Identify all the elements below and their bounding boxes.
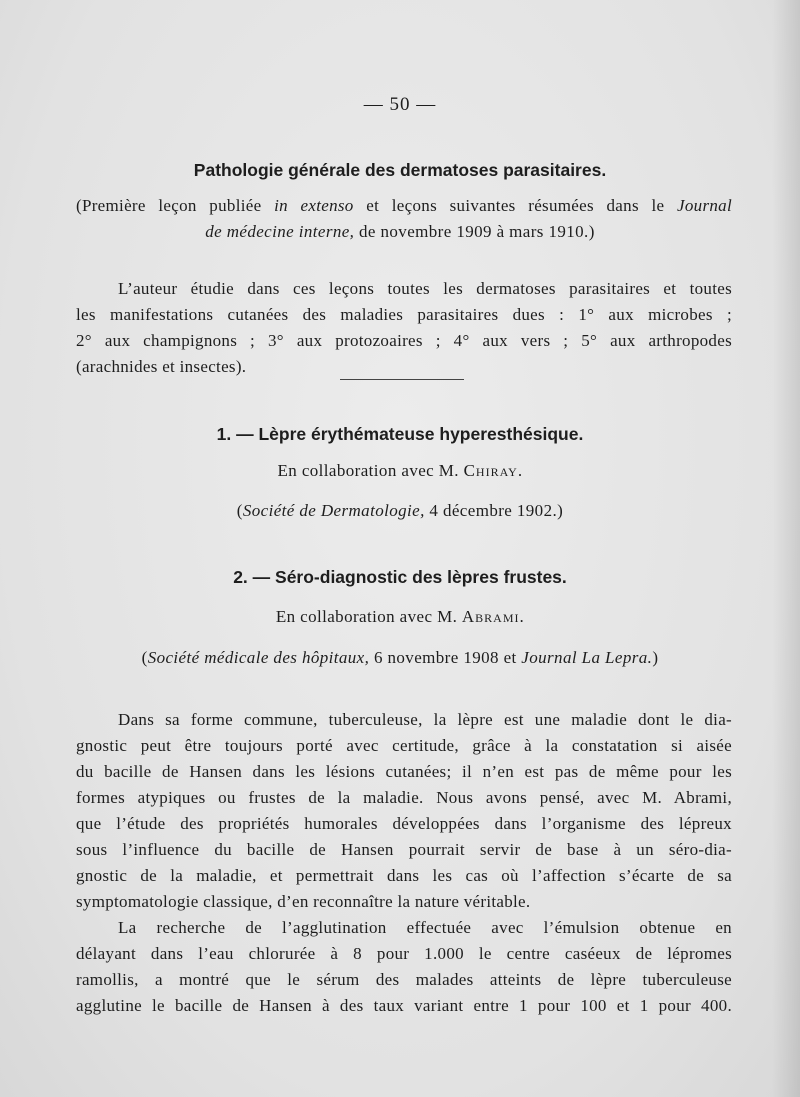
article-1-collaboration: En collaboration avec M. Chiray. [277, 461, 523, 480]
body-line-7: gnostic de la maladie, et permettrait dans les cas où l’affection s’écarte de sa [76, 866, 732, 885]
body-line-4: formes atypiques ou frustes de la maladie. Nous avons pensé, avec M. Abrami, [76, 788, 732, 807]
body-line-10: délayant dans l’eau chlorurée à 8 pour 1.000 le centre caséeux de lépromes [76, 944, 732, 963]
publication-note-line-2: de médecine interne, de novembre 1909 à mars 1910.) [205, 222, 595, 241]
publication-note-line-1: (Première leçon publiée in extenso et leçons suivantes résumées dans le Journal [76, 196, 732, 215]
article-1-title: 1. — Lèpre érythémateuse hyperesthésique. [216, 424, 584, 444]
body-line-3: du bacille de Hansen dans les lésions cutanées; il n’en est pas de même pour les [76, 762, 732, 781]
section-title: Pathologie générale des dermatoses parasitaires. [193, 160, 607, 180]
article-2-collaboration: En collaboration avec M. Abrami. [275, 607, 525, 626]
body-line-8: symptomatologie classique, d’en reconnaître la nature véritable. [76, 892, 531, 911]
body-line-5: que l’étude des propriétés humorales développées dans l’organisme des lépreux [76, 814, 732, 833]
intro-line-2: les manifestations cutanées des maladies parasitaires dues : 1° aux microbes ; [76, 305, 732, 324]
body-line-2: gnostic peut être toujours porté avec certitude, grâce à la constatation si aisée [76, 736, 732, 755]
body-line-1: Dans sa forme commune, tuberculeuse, la lèpre est une maladie dont le dia- [118, 710, 732, 729]
page-number: — 50 — [363, 94, 437, 115]
intro-line-3: 2° aux champignons ; 3° aux protozoaires ; 4° aux vers ; 5° aux arthropodes [76, 331, 732, 350]
section-divider [340, 379, 464, 380]
intro-line-1: L’auteur étudie dans ces leçons toutes les dermatoses parasitaires et toutes [118, 279, 732, 298]
article-2-title: 2. — Séro-diagnostic des lèpres frustes. [233, 567, 567, 587]
body-line-9: La recherche de l’agglutination effectuée avec l’émulsion obtenue en [118, 918, 732, 937]
body-line-6: sous l’influence du bacille de Hansen pourrait servir de base à un séro-dia- [76, 840, 732, 859]
intro-line-4: (arachnides et insectes). [76, 357, 247, 376]
article-1-source: (Société de Dermatologie, 4 décembre 1902.) [236, 501, 564, 520]
body-line-11: ramollis, a montré que le sérum des malades atteints de lèpre tuberculeuse [76, 970, 732, 989]
body-line-12: agglutine le bacille de Hansen à des taux variant entre 1 pour 100 et 1 pour 400. [76, 996, 732, 1015]
article-2-source: (Société médicale des hôpitaux, 6 novembre 1908 et Journal La Lepra.) [141, 648, 659, 667]
